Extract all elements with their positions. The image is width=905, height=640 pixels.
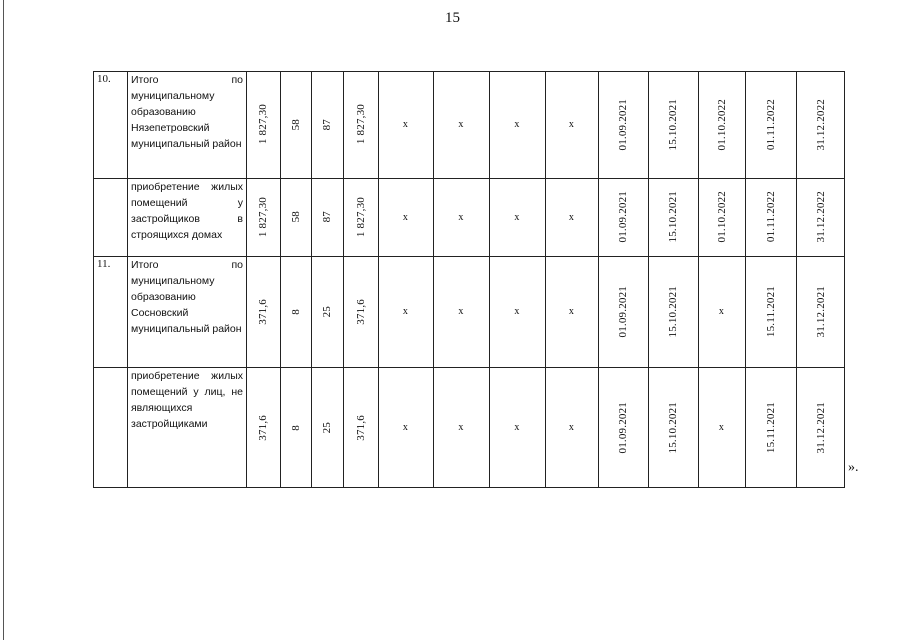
cell-value: 01.09.2021 (617, 191, 629, 243)
cell-value: x (718, 422, 725, 433)
row-11-total-col-8 (545, 256, 598, 367)
cell-value: x (402, 306, 409, 317)
cell-value: 01.09.2021 (617, 98, 629, 151)
row-10-purchase-number (93, 178, 127, 256)
row-10-purchase-col-2 (280, 178, 311, 256)
row-10-purchase-col-3 (311, 178, 343, 256)
table-vertical-rule (648, 71, 649, 488)
cell-value: 31.12.2022 (814, 191, 827, 243)
cell-value: 15.10.2021 (667, 191, 679, 243)
table-vertical-rule (127, 71, 128, 488)
cell-value: 31.12.2022 (814, 98, 827, 151)
row-10-purchase-col-5 (378, 178, 433, 256)
table-vertical-rule (545, 71, 546, 488)
cell-value: x (402, 422, 409, 433)
cell-value: x (568, 422, 575, 433)
cell-value: x (458, 119, 464, 130)
table-vertical-rule (378, 71, 379, 488)
cell-value: 15.10.2021 (667, 285, 679, 338)
row-11-purchase-col-9 (598, 367, 648, 488)
table-horizontal-rule (93, 71, 845, 72)
table-vertical-rule (343, 71, 344, 488)
row-11-purchase-col-11 (698, 367, 745, 488)
page-left-edge (3, 0, 4, 640)
cell-value: 58 (289, 211, 302, 223)
row-10-purchase-col-13 (796, 178, 845, 256)
row-10-total-col-3 (311, 71, 343, 178)
cell-value: x (458, 306, 464, 317)
closing-quote-mark: ». (848, 460, 859, 475)
cell-value: x (514, 211, 520, 223)
row-11-purchase-col-6 (433, 367, 489, 488)
row-11-purchase-col-13 (796, 367, 845, 488)
row-10-purchase-col-9 (598, 178, 648, 256)
page-number: 15 (445, 10, 460, 26)
row-10-purchase-col-1 (246, 178, 280, 256)
table-vertical-rule (433, 71, 434, 488)
cell-value: 1 827,30 (257, 196, 269, 238)
cell-value: 1 827,30 (354, 104, 367, 145)
table-vertical-rule (311, 71, 312, 488)
table-horizontal-rule (93, 256, 845, 257)
row-10-total-col-9 (598, 71, 648, 178)
row-11-total-col-1 (246, 256, 280, 367)
row-11-purchase-col-7 (489, 367, 545, 488)
row-11-total-col-3 (311, 256, 343, 367)
table-horizontal-rule (93, 178, 845, 179)
row-10-total-col-13 (796, 71, 845, 178)
row-10-purchase-col-10 (648, 178, 698, 256)
row-11-purchase-col-10 (648, 367, 698, 488)
row-10-purchase-col-4 (343, 178, 378, 256)
cell-value: 1 827,30 (257, 104, 269, 145)
row-11-total-col-12 (745, 256, 796, 367)
row-10-total-number: 10. (97, 73, 111, 85)
cell-value: 8 (289, 308, 302, 315)
cell-value: 31.12.2021 (814, 285, 827, 338)
row-10-purchase-description: приобретение жилых помещений у застройщиков в строящихся домах (131, 181, 243, 241)
cell-value: 58 (289, 118, 302, 131)
cell-value: 01.11.2022 (764, 191, 777, 243)
row-11-total-col-9 (598, 256, 648, 367)
cell-value: 371,6 (257, 414, 269, 441)
cell-value: 15.10.2021 (667, 98, 679, 151)
row-11-total-col-7 (489, 256, 545, 367)
row-11-total-col-10 (648, 256, 698, 367)
row-11-purchase-col-3 (311, 367, 343, 488)
row-11-purchase-col-4 (343, 367, 378, 488)
cell-value: x (402, 211, 409, 223)
cell-value: x (568, 306, 575, 317)
table-horizontal-rule (93, 367, 845, 368)
row-10-purchase-col-11 (698, 178, 745, 256)
cell-value: x (514, 119, 520, 130)
table-horizontal-rule (93, 487, 845, 488)
cell-value: x (514, 306, 520, 317)
cell-value: x (568, 211, 575, 223)
cell-value: 01.09.2021 (617, 401, 629, 454)
table-vertical-rule (844, 71, 845, 488)
cell-value: 87 (321, 118, 333, 131)
row-10-total-col-12 (745, 71, 796, 178)
cell-value: 01.09.2021 (617, 285, 629, 338)
cell-value: x (718, 306, 725, 317)
cell-value: x (458, 211, 464, 223)
table-vertical-rule (93, 71, 94, 488)
row-11-purchase-col-8 (545, 367, 598, 488)
row-10-total-description: Итого по муниципальному образованию Нязепетровский муниципальный район (131, 74, 243, 150)
cell-value: 25 (321, 305, 333, 318)
row-11-total-col-6 (433, 256, 489, 367)
row-10-purchase-col-7 (489, 178, 545, 256)
row-10-total-col-5 (378, 71, 433, 178)
table-vertical-rule (698, 71, 699, 488)
housing-data-table (93, 71, 845, 488)
row-10-purchase-col-8 (545, 178, 598, 256)
cell-value: 1 827,30 (354, 196, 367, 238)
table-vertical-rule (745, 71, 746, 488)
row-11-purchase-number (93, 367, 127, 488)
row-11-total-col-11 (698, 256, 745, 367)
table-vertical-rule (489, 71, 490, 488)
cell-value: x (514, 422, 520, 433)
row-11-total-description: Итого по муниципальному образованию Сосновский муниципальный район (131, 259, 243, 335)
cell-value: 31.12.2021 (814, 401, 827, 454)
cell-value: 371,6 (354, 298, 367, 325)
cell-value: 01.10.2022 (715, 191, 728, 243)
row-11-total-col-13 (796, 256, 845, 367)
cell-value: x (458, 422, 464, 433)
row-11-total-col-2 (280, 256, 311, 367)
cell-value: 25 (321, 421, 333, 434)
row-11-purchase-col-2 (280, 367, 311, 488)
cell-value: x (402, 119, 409, 130)
row-11-purchase-col-5 (378, 367, 433, 488)
row-10-purchase-col-6 (433, 178, 489, 256)
row-10-purchase-col-12 (745, 178, 796, 256)
cell-value: 371,6 (257, 298, 269, 325)
table-vertical-rule (280, 71, 281, 488)
table-vertical-rule (246, 71, 247, 488)
row-10-total-col-7 (489, 71, 545, 178)
row-11-total-col-4 (343, 256, 378, 367)
cell-value: 15.11.2021 (764, 285, 777, 338)
cell-value: 01.10.2022 (715, 98, 728, 151)
row-11-purchase-col-1 (246, 367, 280, 488)
cell-value: 8 (289, 424, 302, 431)
cell-value: 15.10.2021 (667, 401, 679, 454)
table-vertical-rule (796, 71, 797, 488)
row-11-purchase-description: приобретение жилых помещений у лиц, не являющихся застройщиками (131, 370, 243, 430)
row-11-total-col-5 (378, 256, 433, 367)
row-11-total-number: 11. (97, 258, 111, 270)
row-10-total-col-1 (246, 71, 280, 178)
table-vertical-rule (598, 71, 599, 488)
row-10-total-col-2 (280, 71, 311, 178)
row-10-total-col-11 (698, 71, 745, 178)
cell-value: 371,6 (354, 414, 367, 441)
cell-value: 15.11.2021 (764, 401, 777, 454)
row-10-total-col-8 (545, 71, 598, 178)
row-10-total-col-4 (343, 71, 378, 178)
cell-value: x (568, 119, 575, 130)
cell-value: 87 (321, 211, 333, 223)
row-10-total-col-6 (433, 71, 489, 178)
cell-value: 01.11.2022 (764, 98, 777, 151)
row-11-purchase-col-12 (745, 367, 796, 488)
row-10-total-col-10 (648, 71, 698, 178)
